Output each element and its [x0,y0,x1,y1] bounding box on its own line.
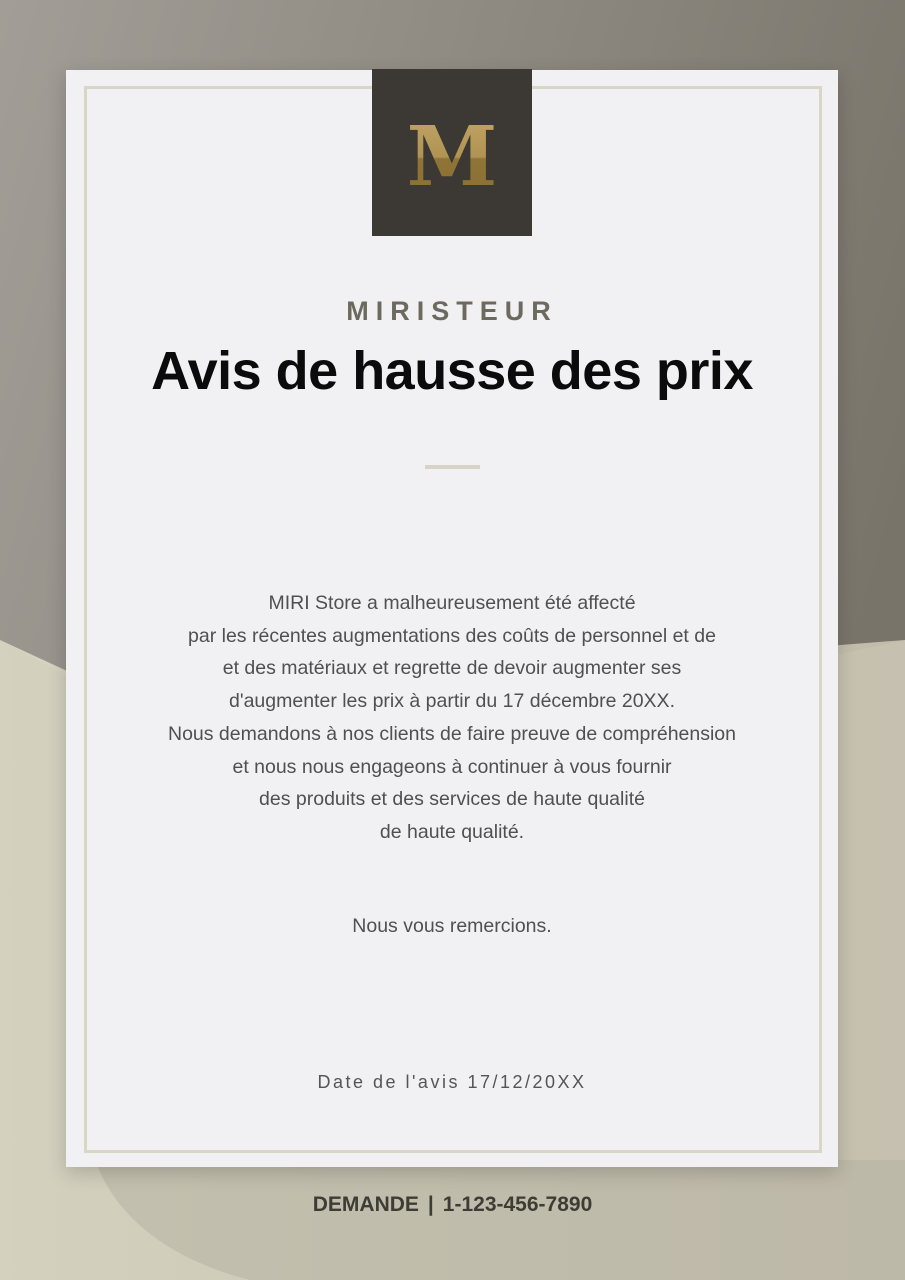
notice-card [66,70,838,1167]
body-line: et nous nous engageons à continuer à vous fournir [232,755,672,778]
thanks-text: Nous vous remercions. [352,915,552,937]
body-line: par les récentes augmentations des coûts de personnel et de [188,624,716,647]
notice-body [86,587,818,849]
body-line: de haute qualité. [379,820,525,843]
brand-name: MIRISTEUR [346,296,558,326]
body-line: et des matériaux et regrette de devoir augmenter ses [222,657,682,680]
body-line: d'augmenter les prix à partir du 17 décembre 20XX. [229,690,675,713]
logo-m-icon [407,113,497,193]
contact-phone[interactable]: 1-123-456-7890 [442,1193,593,1216]
body-line: MIRI Store a malheureusement été affecté [268,592,636,614]
contact-label: DEMANDE [312,1193,419,1216]
contact-line [0,1193,905,1217]
logo [372,69,532,236]
logo-letter: M [407,112,497,193]
body-line: des produits et des services de haute qualité [259,788,645,811]
notice-date: Date de l'avis 17/12/20XX [317,1072,587,1092]
page-title: Avis de hausse des prix [151,341,753,401]
body-line: Nous demandons à nos clients de faire preuve de compréhension [167,722,736,745]
contact-separator: | [427,1193,434,1216]
divider [425,465,480,469]
